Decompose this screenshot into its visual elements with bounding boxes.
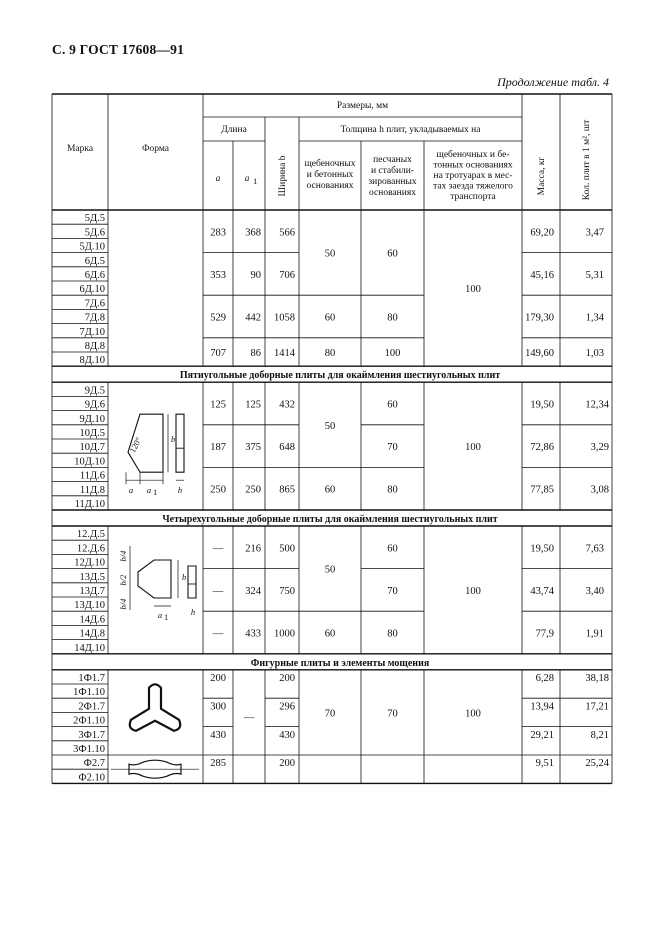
g4-a: 200	[210, 673, 226, 684]
g1-mark: 6Д.6	[84, 270, 105, 281]
g1-mark: 8Д.10	[79, 355, 105, 367]
g2-a1: 125	[245, 399, 261, 411]
g2-mark: 10Д.10	[74, 456, 105, 468]
g3-a1: 433	[245, 628, 261, 640]
g1-mass: 149,60	[525, 348, 554, 359]
g3-count: 7,63	[585, 543, 604, 555]
g3-a1: 324	[245, 585, 261, 597]
g2-mark: 11Д.10	[74, 499, 105, 510]
g1-mark: 5Д.6	[84, 227, 105, 239]
dimension-label-b: b	[171, 434, 176, 445]
g2-mark: 11Д.6	[79, 470, 105, 482]
g4-h2: 70	[387, 708, 398, 720]
g3-mark: 13Д.5	[79, 571, 105, 583]
g3-mark: 13Д.7	[79, 586, 105, 597]
g3-mass: 77,9	[535, 628, 554, 640]
dimension-label-a1-sub: 1	[164, 612, 169, 622]
g3-mark: 12.Д.6	[76, 543, 105, 555]
th3-header: на тротуарах в мес-	[433, 171, 513, 181]
g3-h2: 80	[387, 628, 398, 640]
th2-header: песчаных	[373, 155, 412, 165]
g2-count: 3,29	[590, 442, 609, 454]
g1-mark: 5Д.10	[79, 241, 105, 253]
g2-mass: 19,50	[530, 399, 554, 411]
g1-h1: 60	[324, 312, 336, 324]
g3-count: 3,40	[585, 585, 604, 597]
g1-count: 3,47	[585, 227, 604, 239]
g3-mass: 43,74	[530, 585, 554, 597]
th3-header: тонных основаниях	[433, 160, 513, 171]
g1-a: 529	[210, 312, 226, 324]
col-a1-header: a	[244, 174, 250, 184]
g4-mark: 2Ф1.7	[78, 701, 105, 713]
g1-h1: 80	[324, 348, 336, 359]
g4-a1: —	[243, 712, 255, 724]
g4-mark: Ф2.7	[83, 758, 105, 770]
g3-mark: 12.Д.5	[76, 529, 105, 541]
g4-mass: 9,51	[535, 758, 554, 770]
g1-h2: 100	[384, 348, 401, 359]
g2-h2: 60	[387, 399, 398, 411]
angle-label: 120°	[127, 435, 144, 455]
g1-b: 1058	[274, 312, 295, 324]
th3-header: щебеночных и бе-	[436, 150, 510, 160]
g2-a: 125	[210, 399, 226, 411]
g4-mark: 1Ф1.10	[73, 687, 105, 699]
th2-header: основаниях	[369, 188, 416, 198]
th1-header: и бетонных	[306, 170, 354, 180]
g1-mass: 179,30	[525, 312, 554, 324]
col-a1-subscript: 1	[253, 176, 258, 186]
g1-h3: 100	[465, 284, 481, 296]
g2-h1: 50	[324, 420, 336, 432]
g4-mark: 2Ф1.10	[73, 715, 105, 727]
g3-a1: 216	[245, 543, 261, 555]
g1-a1: 86	[250, 348, 261, 359]
dimension-label-a1: a	[146, 485, 152, 496]
g4-a: 300	[210, 701, 226, 713]
g1-b: 566	[279, 227, 295, 239]
g2-h2: 80	[387, 484, 398, 496]
quad-plate-icon	[138, 560, 171, 598]
g1-a1: 368	[245, 227, 261, 239]
dimension-label-b4: b/4	[118, 550, 128, 562]
col-a-header: a	[215, 174, 221, 184]
plate-side-view-icon	[176, 414, 184, 472]
g1-b: 1414	[274, 348, 295, 359]
g3-h1: 50	[324, 564, 336, 576]
th1-header: основаниях	[306, 181, 354, 191]
mass-header: Масса, кг	[537, 156, 547, 196]
section-title: Четырехугольные доборные плиты для окаймления шестиугольных плит	[162, 514, 498, 525]
g4-a: 430	[210, 729, 226, 741]
g3-b: 1000	[274, 628, 295, 640]
g2-mass: 72,86	[530, 442, 554, 454]
dimension-label-a: a	[128, 485, 134, 496]
g2-mark: 9Д.6	[84, 399, 105, 411]
g4-mark: 3Ф1.7	[78, 729, 105, 741]
g1-a: 353	[210, 269, 226, 281]
g1-a1: 442	[245, 312, 261, 324]
g3-mark: 14Д.10	[74, 642, 105, 654]
width-header: Ширина b	[278, 155, 288, 197]
plate-side-view-icon	[188, 566, 196, 598]
g4-b: 430	[279, 729, 295, 741]
dimension-label-h: h	[177, 485, 183, 496]
g2-b: 865	[279, 484, 295, 496]
th3-header: тах заезда тяжелого	[433, 181, 513, 192]
g2-mark: 11Д.8	[79, 484, 105, 496]
dimension-ticks	[126, 472, 163, 484]
g1-mark: 7Д.10	[79, 326, 105, 338]
table-texts	[67, 101, 610, 783]
section-title: Пятиугольные доборные плиты для окаймления шестиугольных плит	[179, 370, 501, 382]
g2-count: 12,34	[585, 399, 609, 411]
g4-mark: 1Ф1.7	[78, 673, 105, 684]
g3-count: 1,91	[585, 628, 604, 640]
g1-mark: 7Д.8	[84, 312, 105, 324]
g1-mass: 45,16	[530, 269, 554, 281]
g4-mass: 6,28	[535, 673, 554, 684]
g1-count: 5,31	[585, 269, 604, 281]
g2-b: 432	[279, 399, 295, 411]
g2-h2: 70	[387, 442, 398, 454]
th3-header: транспорта	[450, 192, 496, 202]
th2-header: и стабили-	[370, 166, 415, 176]
g1-h2: 80	[387, 312, 398, 324]
form-header: Форма	[141, 144, 170, 154]
g3-h3: 100	[465, 585, 481, 597]
g2-a: 250	[210, 484, 226, 496]
g1-a: 283	[210, 227, 226, 239]
dimension-label-b: b	[182, 572, 187, 582]
sizes-header: Размеры, мм	[336, 101, 389, 111]
g2-mass: 77,85	[530, 484, 554, 496]
length-header: Длина	[221, 125, 247, 135]
g3-a: —	[212, 585, 224, 597]
g1-mark: 6Д.5	[84, 255, 105, 267]
count-header: Кол. плит в 1 м², шт	[582, 119, 592, 201]
g3-mass: 19,50	[530, 543, 554, 555]
g4-count: 17,21	[585, 701, 609, 713]
g3-mark: 12Д.10	[74, 557, 105, 569]
g3-b: 750	[279, 585, 295, 597]
g4-h1: 70	[324, 708, 336, 720]
g2-a: 187	[210, 442, 226, 454]
g3-mark: 13Д.10	[74, 600, 105, 612]
tri-lobe-plate-icon	[130, 684, 180, 731]
g1-b: 706	[279, 269, 295, 281]
g1-h2: 60	[387, 248, 398, 260]
mark-header: Марка	[66, 144, 94, 154]
dimension-label-a1-sub: 1	[153, 487, 158, 498]
th1-header: щебеночных	[304, 159, 356, 169]
g3-h2: 60	[387, 543, 398, 555]
g4-mass: 29,21	[530, 729, 554, 741]
g4-mass: 13,94	[530, 701, 554, 713]
g1-mark: 5Д.5	[84, 213, 105, 225]
g2-h3: 100	[465, 442, 481, 454]
g2-a1: 375	[245, 442, 261, 454]
g1-count: 1,03	[585, 348, 604, 359]
page-header: С. 9 ГОСТ 17608—91	[52, 42, 185, 57]
g1-mark: 7Д.6	[84, 298, 105, 310]
g1-a: 707	[210, 348, 226, 359]
g3-a: —	[212, 543, 224, 555]
form-drawings	[111, 414, 199, 778]
g4-mark: 3Ф1.10	[73, 744, 105, 755]
g3-b: 500	[279, 543, 295, 555]
section-title: Фигурные плиты и элементы мощения	[250, 657, 430, 669]
g2-mark: 9Д.10	[79, 413, 105, 425]
g2-mark: 10Д.5	[79, 428, 105, 439]
g3-h1: 60	[324, 628, 336, 640]
dimension-label-b4: b/4	[118, 598, 128, 610]
table-continuation-label: Продолжение табл. 4	[497, 75, 609, 89]
g4-count: 25,24	[585, 758, 609, 770]
g4-h3: 100	[465, 708, 481, 720]
g4-b: 296	[279, 701, 295, 713]
g4-count: 38,18	[585, 673, 609, 684]
g2-b: 648	[279, 442, 295, 454]
g2-mark: 10Д.7	[79, 442, 105, 454]
g3-mark: 14Д.6	[79, 614, 105, 626]
g1-h1: 50	[324, 248, 336, 260]
g3-h2: 70	[387, 585, 398, 597]
g3-a: —	[212, 628, 224, 640]
g4-b: 200	[279, 758, 295, 770]
g2-count: 3,08	[590, 484, 609, 496]
g4-a: 285	[210, 758, 226, 770]
dimension-label-a1: a	[157, 610, 163, 620]
g1-mark: 6Д.10	[79, 284, 105, 296]
thickness-header: Толщина h плит, укладываемых на	[340, 125, 481, 135]
dimension-label-h: h	[190, 607, 196, 617]
dimension-label-b2: b/2	[118, 574, 128, 586]
g1-mass: 69,20	[530, 227, 554, 239]
g3-mark: 14Д.8	[79, 628, 105, 640]
g1-a1: 90	[250, 269, 261, 281]
g2-a1: 250	[245, 484, 261, 496]
g4-count: 8,21	[590, 729, 609, 741]
g4-mark: Ф2.10	[78, 772, 105, 784]
g2-mark: 9Д.5	[84, 385, 105, 397]
g4-b: 200	[279, 673, 295, 684]
g2-h1: 60	[324, 484, 336, 496]
g1-mark: 8Д.8	[84, 341, 105, 352]
th2-header: зированных	[368, 177, 417, 187]
g1-count: 1,34	[585, 312, 604, 324]
